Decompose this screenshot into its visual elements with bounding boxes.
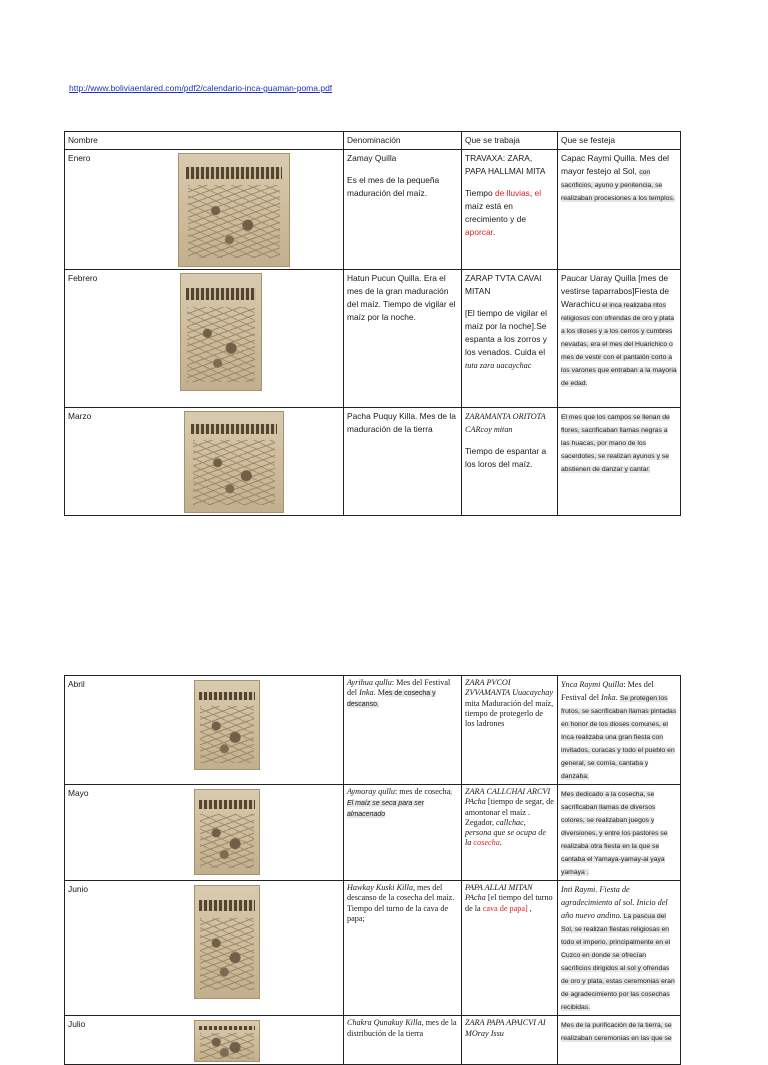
manuscript-illustration-icon (184, 411, 284, 513)
cell-festeja: Paucar Uaray Quilla [mes de vestirse taparrabos]Fiesta de Warachicu el inca realizaba ritos religiosos con ofrendas de oro y plata a los dioses y a los cerros y cumbres nevadas, era el mes del Huarichico o mes de vestir con el pantalón corto a los varones que entraban a la mayoria de edad. (558, 270, 681, 408)
cell-denominacion: Pacha Puquy Killa. Mes de la maduración de la tierra (344, 408, 462, 516)
trabaja-detail: Tiempo de lluvias, el maíz está en crecimiento y de aporcar. (465, 188, 542, 238)
cell-trabaja: PAPA ALLAI MITAN PAcha [el tiempo del turno de la cava de papa] , (462, 881, 558, 1016)
cell-festeja: Mes de la purificación de la tierra, se realizaban ceremonias en las que se (558, 1016, 681, 1065)
cell-denominacion: Aymoray qullu: mes de cosecha. El maíz se seca para ser almacenado (344, 785, 462, 881)
month-label: Abril (68, 679, 85, 689)
month-label: Junio (68, 884, 89, 895)
cell-trabaja: ZARAMANTA ORITOTA CARcoy mitan Tiempo de espantar a los loros del maíz. (462, 408, 558, 516)
calendar-table-2 (64, 675, 681, 1065)
cell-nombre (65, 408, 344, 516)
table-header-row (65, 132, 681, 150)
month-label: Mayo (68, 788, 89, 799)
cell-trabaja: ZARAP TVTA CAVAI MITAN [El tiempo de vigilar el maíz por la noche].Se espanta a los zorros y los venados. Cuida el tuta zara uacaychac (462, 270, 558, 408)
header-festeja: Que se festeja (558, 132, 681, 150)
table-row-marzo (65, 408, 681, 516)
header-denominacion: Denominación (344, 132, 462, 150)
cell-festeja: Ynca Raymi Quilla: Mes del Festival del Inka. Se protegen los frutos, se sacrificaban llamas pintadas en honor de los dioses comunes, el Inca realizaba una gran fiesta con invitados, curacas y todo el pueblo en general, se comía, cantaba y danzaba. (558, 676, 681, 785)
cell-trabaja: ZARA PAPA APAICVI AI MOray Issu (462, 1016, 558, 1065)
table-row-febrero (65, 270, 681, 408)
cell-festeja: Capac Raymi Quilla. Mes del mayor festejo al Sol, con sacrificios, ayuno y penitencia, se realizaban procesiones a los templos. (558, 150, 681, 270)
cell-denominacion: Hatun Pucun Quilla. Era el mes de la gran maduración del maíz. Tiempo de vigilar el maíz por la noche. (344, 270, 462, 408)
cell-festeja: Inti Raymi. Fiesta de agradecimiento al sol. Inicio del año nuevo andino. La pascua del Sol, se realizan fiestas religiosas en todo el imperio, principalmente en el Cuzco en donde se ofrecían sacrificios dirigidos al sol y ofrendas de oro y plata, estas ceremonias eran de agradecimiento por las cosechas recibidas. (558, 881, 681, 1016)
cell-nombre (65, 1016, 344, 1065)
manuscript-illustration-icon (194, 1020, 260, 1062)
month-label: Enero (68, 153, 91, 164)
cell-nombre (65, 676, 344, 785)
manuscript-illustration-icon (194, 885, 260, 999)
cell-festeja: El mes que los campos se llenan de flores, sacrificaban llamas negras a las huacas, por mano de los sacerdotes, se realizan ayunos y se abstienen de danzar y cantar. (558, 408, 681, 516)
table-row-abril (65, 676, 681, 785)
manuscript-illustration-icon (180, 273, 262, 391)
cell-festeja: Mes dedicado a la cosecha, se sacrificaban llamas de diversos colores, se realizaban juegos y diversiones, y entre los pastores se realizaba otra fiesta en la que se cantaba el Yamaya-yamay-ai yaya yamaya . (558, 785, 681, 881)
month-label: Febrero (68, 273, 98, 284)
cell-trabaja: TRAVAXA: ZARA, PAPA HALLMAI MITA Tiempo de lluvias, el maíz está en crecimiento y de aporcar. (462, 150, 558, 270)
manuscript-illustration-icon (194, 789, 260, 875)
cell-nombre (65, 150, 344, 270)
cell-denominacion: Hawkay Kuski Killa, mes del descanso de la cosecha del maíz. Tiempo del turno de la cava de papa; (344, 881, 462, 1016)
cell-trabaja: ZARA CALLCHAI ARCVI PAcha [tiempo de segar, de amontonar el maíz . Zegador, callchac, persona que se ocupa de la cosecha. (462, 785, 558, 881)
header-nombre: Nombre (65, 132, 344, 150)
calendar-table-1 (64, 131, 681, 516)
manuscript-illustration-icon (194, 680, 260, 770)
cell-nombre (65, 270, 344, 408)
table-row-julio (65, 1016, 681, 1065)
table-row-mayo (65, 785, 681, 881)
cell-nombre (65, 785, 344, 881)
month-label: Marzo (68, 411, 92, 422)
cell-nombre (65, 881, 344, 1016)
cell-denominacion: Chakra Qunakuy Killa, mes de la distribución de la tierra (344, 1016, 462, 1065)
cell-denominacion: Zamay Quilla Es el mes de la pequeña maduración del maíz. (344, 150, 462, 270)
cell-trabaja: ZARA PVCOI ZVVAMANTA Uuacaychay mita Maduración del maíz, tiempo de protegerlo de los ladrones (462, 676, 558, 785)
table-row-enero (65, 150, 681, 270)
table-row-junio (65, 881, 681, 1016)
month-label: Julio (68, 1019, 86, 1030)
source-link[interactable]: http://www.boliviaenlared.com/pdf2/calendario-inca-guaman-poma.pdf (69, 83, 333, 93)
manuscript-illustration-icon (178, 153, 290, 267)
cell-denominacion: Ayrihua qullu: Mes del Festival del Inka. Mes de cosecha y descanso. (344, 676, 462, 785)
header-trabaja: Que se trabaja (462, 132, 558, 150)
